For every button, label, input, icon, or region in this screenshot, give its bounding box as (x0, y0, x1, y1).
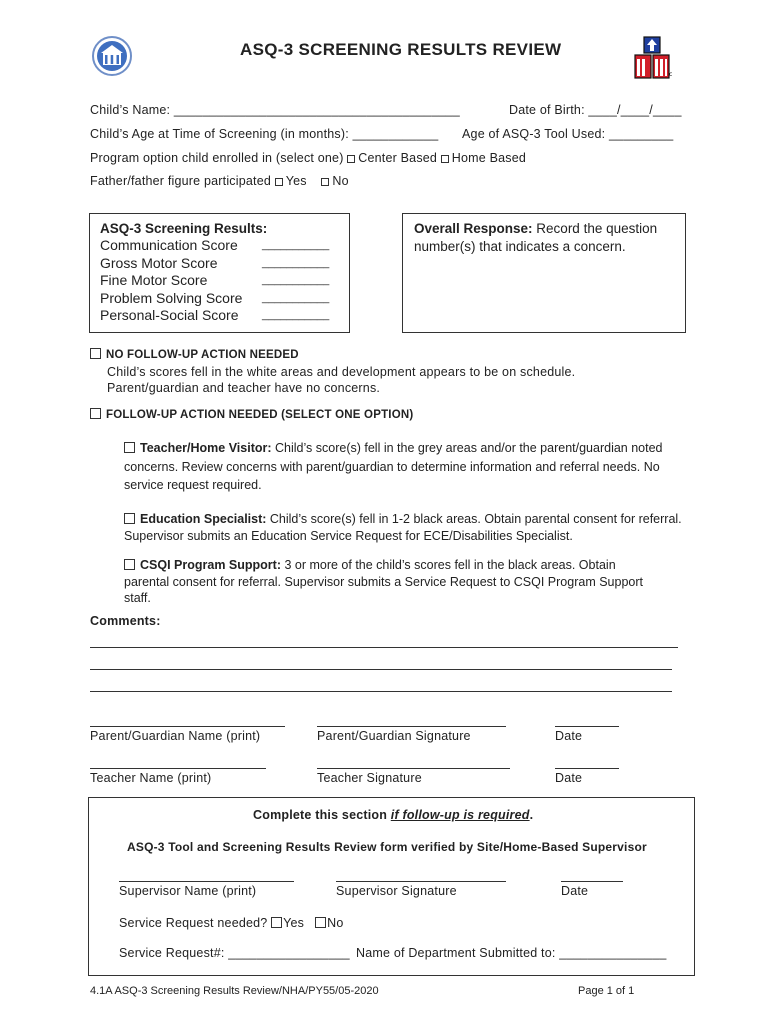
age-screening-field[interactable]: Child’s Age at Time of Screening (in months): ____________ (90, 127, 439, 141)
score-blank[interactable]: ___________ (262, 256, 330, 269)
supervisor-verified-text: ASQ-3 Tool and Screening Results Review form verified by Site/Home-Based Supervisor (127, 840, 647, 854)
followup-heading: FOLLOW-UP ACTION NEEDED (SELECT ONE OPTION) (106, 409, 414, 421)
score-row (100, 290, 242, 308)
followup-heading-row (90, 408, 413, 421)
parent-name-label: Parent/Guardian Name (print) (90, 729, 261, 743)
comment-line[interactable] (90, 647, 678, 648)
age-tool-field[interactable]: Age of ASQ-3 Tool Used: _________ (462, 127, 674, 141)
department-field[interactable]: Name of Department Submitted to: _______________ (356, 946, 667, 960)
followup-checkbox[interactable] (90, 408, 101, 419)
followup-option-csqi (124, 557, 654, 607)
no-followup-line2: Parent/guardian and teacher have no concerns. (107, 381, 381, 395)
supervisor-intro (253, 808, 533, 822)
date-of-birth-field[interactable]: Date of Birth: ____/____/____ (509, 103, 682, 117)
teacher-name-label: Teacher Name (print) (90, 771, 212, 785)
home-based-label: Home Based (451, 151, 527, 165)
no-followup-checkbox[interactable] (90, 348, 101, 359)
logo-mark: c (669, 71, 673, 78)
overall-response-text (414, 220, 680, 255)
supervisor-signature-label: Supervisor Signature (336, 884, 457, 898)
teacher-signature-line[interactable] (317, 768, 510, 769)
results-heading: ASQ-3 Screening Results: (100, 221, 268, 236)
father-no-checkbox[interactable] (321, 178, 329, 186)
program-option-label: Program option child enrolled in (select one) (90, 151, 348, 165)
service-no-checkbox[interactable] (315, 917, 326, 928)
right-logo (632, 34, 676, 84)
education-option-checkbox[interactable] (124, 513, 135, 524)
supervisor-signature-line[interactable] (336, 881, 506, 882)
supervisor-name-line[interactable] (119, 881, 294, 882)
score-blanks (262, 237, 329, 325)
score-label: Gross Motor Score (100, 254, 218, 271)
intro-text: Complete this section (253, 808, 391, 822)
score-blank[interactable]: ___________ (262, 274, 330, 286)
intro-end: . (529, 808, 534, 822)
teacher-option-checkbox[interactable] (124, 442, 135, 453)
parent-signature-label: Parent/Guardian Signature (317, 729, 471, 743)
followup-option-education (124, 511, 684, 544)
score-label: Communication Score (100, 237, 238, 253)
date-label: Date (555, 771, 583, 785)
center-based-checkbox[interactable] (347, 155, 355, 163)
form-id: 4.1A ASQ-3 Screening Results Review/NHA/PY55/05-2020 (90, 985, 379, 997)
service-no-label: No (327, 916, 344, 930)
option-text: 3 or more of the child’s scores fell in the black areas. Obtain parental consent for referral. Supervisor submits a Service Request to CSQI Program Support staff. (124, 558, 643, 605)
program-option-row (90, 151, 526, 165)
center-based-label: Center Based (358, 151, 438, 165)
service-yes-checkbox[interactable] (271, 917, 282, 928)
intro-emphasis: if follow-up is required (390, 808, 530, 822)
parent-name-line[interactable] (90, 726, 285, 727)
score-label: Fine Motor Score (100, 272, 208, 288)
home-based-checkbox[interactable] (441, 155, 449, 163)
no-followup-line1: Child’s scores fell in the white areas and development appears to be on schedule. (107, 365, 576, 379)
option-text: Child’s score(s) fell in the grey areas and/or the parent/guardian noted concerns. Review concerns with parent/guardian to determine information and referral needs. No service request required. (124, 441, 663, 492)
father-participated-row (90, 174, 349, 188)
service-request-needed-row (119, 916, 344, 930)
score-row (100, 255, 242, 273)
comment-line[interactable] (90, 691, 672, 692)
overall-heading: Overall Response: (414, 221, 533, 236)
father-label: Father/father figure participated (90, 174, 275, 188)
father-yes-checkbox[interactable] (275, 178, 283, 186)
overall-instruction: Record the question number(s) that indicates a concern. (414, 221, 658, 254)
comments-label: Comments: (90, 614, 161, 628)
father-no-label: No (332, 174, 349, 188)
score-row (100, 272, 242, 290)
no-followup-heading-row (90, 348, 299, 361)
option-label: Teacher/Home Visitor: (140, 441, 272, 455)
score-label: Personal-Social Score (100, 307, 239, 323)
score-blank[interactable]: ___________ (262, 291, 330, 304)
score-label: Problem Solving Score (100, 289, 243, 306)
supervisor-name-label: Supervisor Name (print) (119, 884, 257, 898)
supervisor-date-label: Date (561, 884, 589, 898)
page-number: Page 1 of 1 (578, 985, 635, 997)
asq-blocks-icon (632, 34, 676, 84)
parent-signature-line[interactable] (317, 726, 506, 727)
score-blank[interactable]: ___________ (262, 239, 330, 251)
score-row (100, 237, 242, 255)
option-label: CSQI Program Support: (140, 558, 281, 572)
option-label: Education Specialist: (140, 512, 267, 526)
score-row (100, 307, 242, 325)
score-blank[interactable]: ___________ (262, 309, 330, 321)
service-yes-label: Yes (283, 916, 305, 930)
circle-building-icon (92, 36, 132, 76)
date-label: Date (555, 729, 583, 743)
father-yes-label: Yes (285, 174, 307, 188)
left-logo (92, 36, 132, 76)
teacher-name-line[interactable] (90, 768, 266, 769)
date-line[interactable] (555, 726, 619, 727)
childs-name-field[interactable]: Child’s Name: ________________________________________ (90, 103, 460, 117)
option-text: Child’s score(s) fell in 1-2 black areas. Obtain parental consent for referral. Supervisor submits an Education Service Request for ECE/Disabilities Specialist. (124, 512, 682, 543)
followup-option-teacher (124, 439, 684, 495)
service-needed-label: Service Request needed? (119, 916, 272, 930)
no-followup-heading: NO FOLLOW-UP ACTION NEEDED (106, 349, 299, 361)
date-line[interactable] (555, 768, 619, 769)
teacher-signature-label: Teacher Signature (317, 771, 422, 785)
csqi-option-checkbox[interactable] (124, 559, 135, 570)
service-request-number-field[interactable]: Service Request#: _________________ (119, 946, 350, 960)
page-title: ASQ-3 SCREENING RESULTS REVIEW (240, 40, 562, 59)
supervisor-date-line[interactable] (561, 881, 623, 882)
score-list (100, 237, 242, 325)
comment-line[interactable] (90, 669, 672, 670)
